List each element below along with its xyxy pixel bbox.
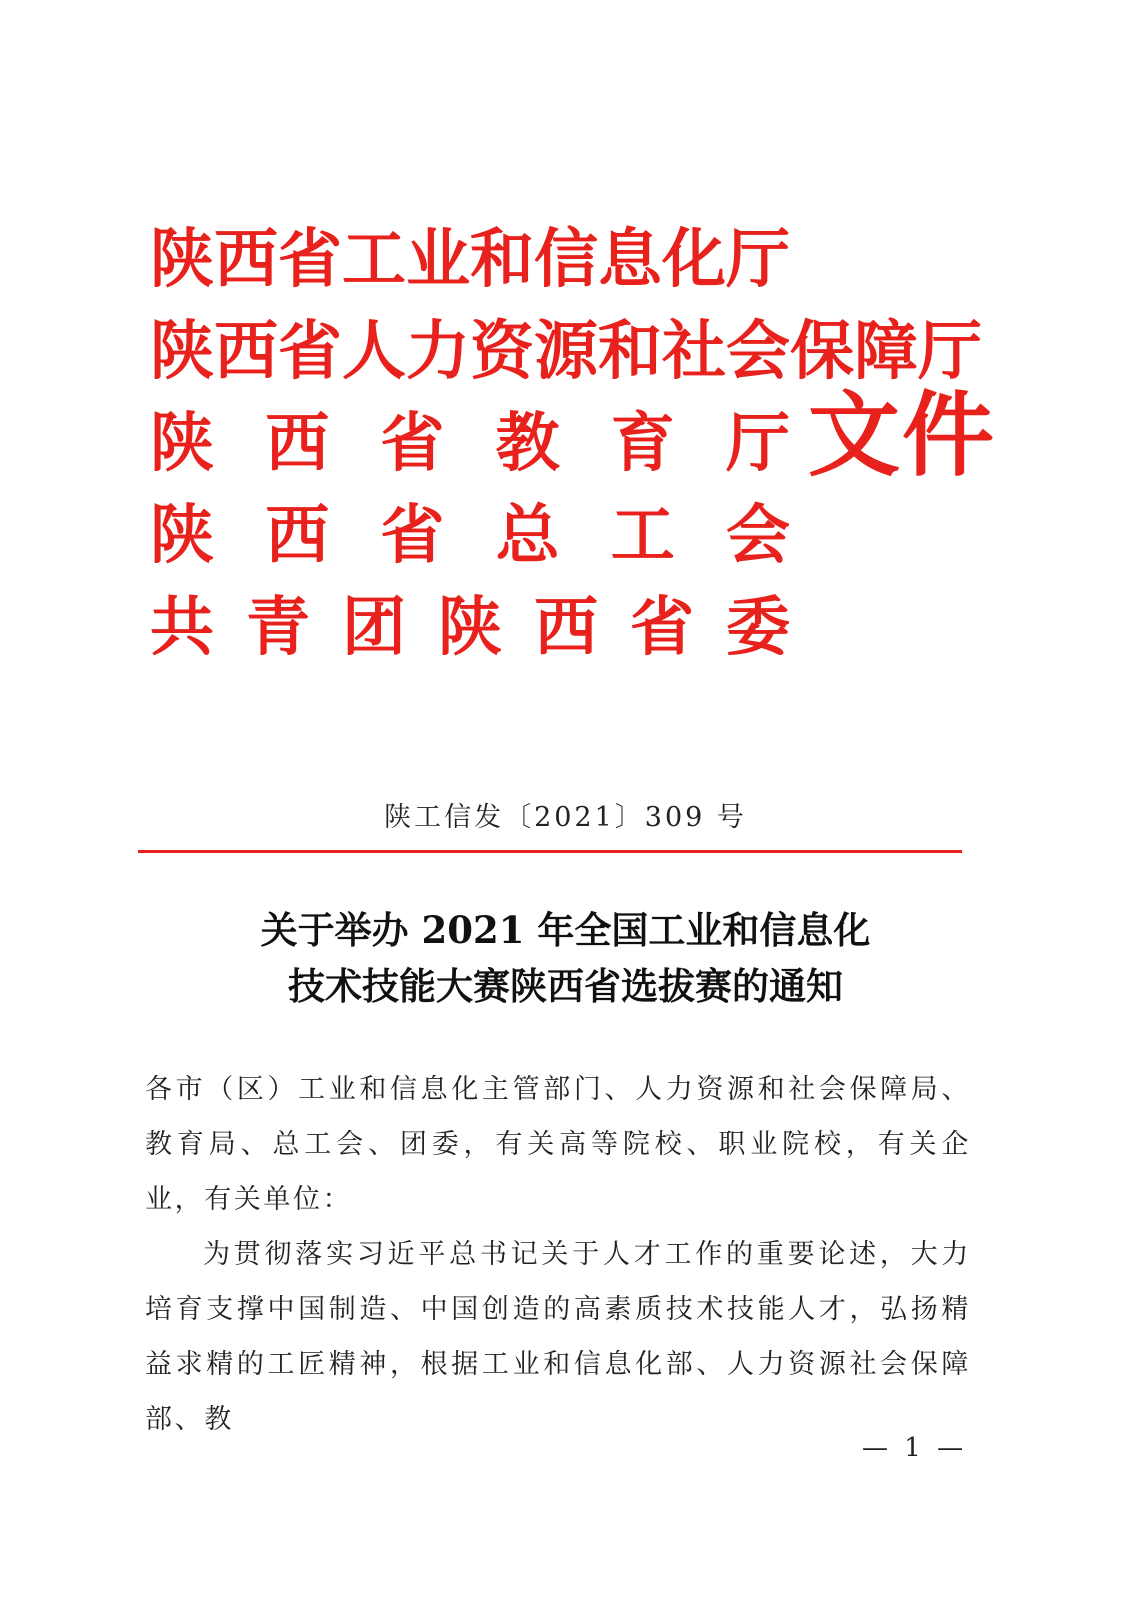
red-divider-line [138,850,962,853]
issuer-education: 陕 西 省 教 育 厅 [150,406,790,481]
notice-title [0,902,1131,1014]
addressee: 各市（区）工业和信息化主管部门、人力资源和社会保障局、教育局、总工会、团委，有关高等院校、职业院校，有关企业，有关单位： [145,1074,971,1215]
issuer-human-resources: 陕 西 省 人 力 资 源 和 社 会 保 障 厅 [150,314,982,389]
issuer-trade-union: 陕 西 省 总 工 会 [150,498,790,573]
title-line-2: 技术技能大赛陕西省选拔赛的通知 [288,964,843,1008]
issuer-industry-it: 陕 西 省 工 业 和 信 息 化 厅 [150,222,790,297]
document-label: 文件 [808,381,997,489]
notice-body [145,1062,971,1447]
body-paragraph: 为贯彻落实习近平总书记关于人才工作的重要论述，大力培育支撑中国制造、中国创造的高素质技术技能人才，弘扬精益求精的工匠精神，根据工业和信息化部、人力资源社会保障部、教 [145,1239,971,1435]
title-line-1: 关于举办 2021 年全国工业和信息化 [260,908,871,952]
issuer-youth-league: 共 青 团 陕 西 省 委 [150,590,790,665]
page-number: — 1 — [862,1433,968,1463]
document-number: 陕工信发〔2021〕309 号 [384,802,747,833]
